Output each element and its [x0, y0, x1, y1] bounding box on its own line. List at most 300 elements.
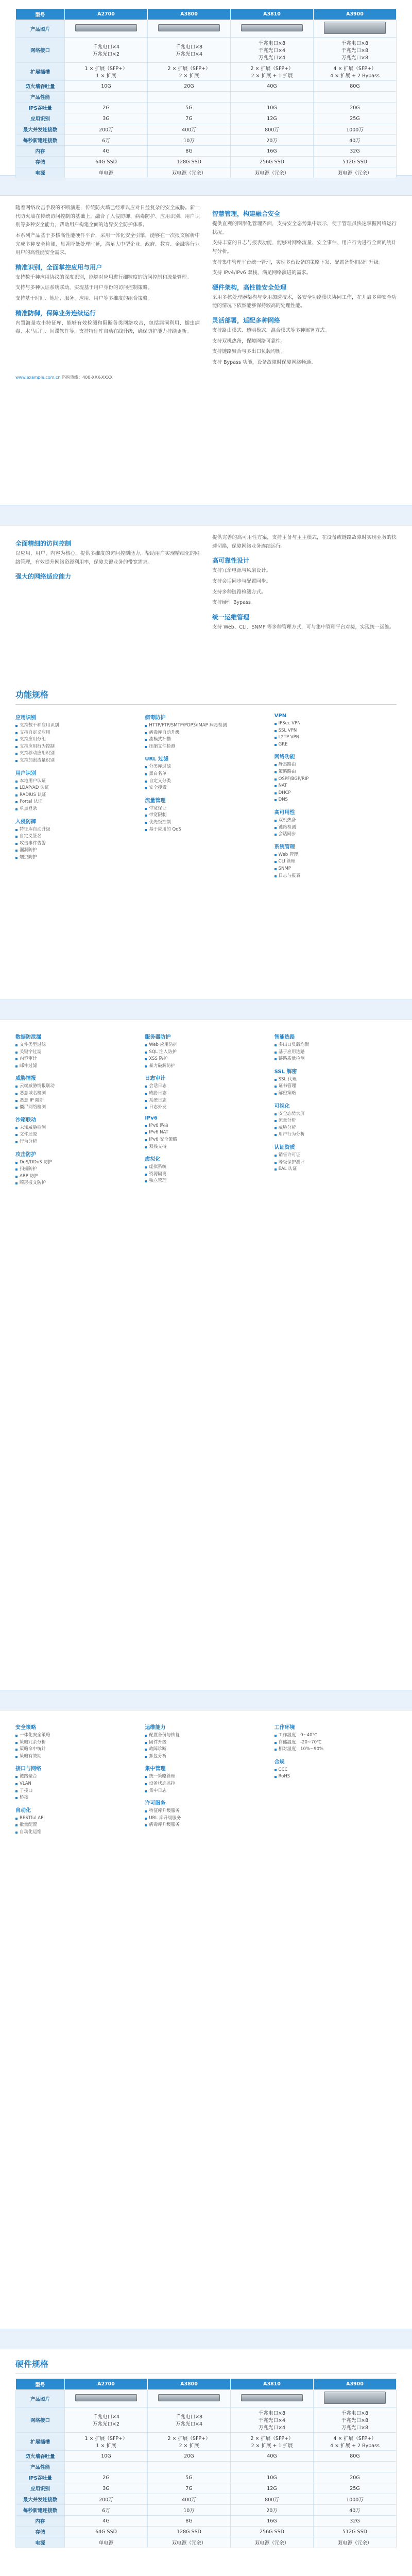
table-header-cell: 型号 [16, 2379, 65, 2390]
table-cell: 2 × 扩展（SFP+） 2 × 扩展 [148, 2433, 231, 2451]
feature-item: IPv6 NAT [145, 1129, 267, 1137]
table-cell: 10G [65, 2451, 148, 2462]
table-cell: 8G [148, 2516, 231, 2527]
feature-item: 畸形报文防护 [15, 1180, 138, 1187]
feature-item: 支持自定义应用 [15, 730, 138, 737]
table-cell: 2 × 扩展（SFP+） 2 × 扩展 + 1 扩展 [231, 63, 314, 81]
row-label: 产品性能 [16, 92, 65, 103]
table-cell: 千兆电口×8 万兆光口×4 [148, 2408, 231, 2433]
row-label: 应用识别 [16, 113, 65, 124]
table-cell: 10万 [148, 135, 231, 146]
intro2-title: 全面精细的访问控制 [15, 540, 72, 547]
feature-item: 用户行为分析 [274, 1131, 397, 1139]
row-label: 产品图片 [16, 2390, 65, 2408]
table-cell: 6万 [65, 135, 148, 146]
row-label: 应用识别 [16, 2483, 65, 2494]
row-label: 最大并发连接数 [16, 2494, 65, 2505]
feature-group-title: SSL 解密 [274, 1069, 297, 1075]
feature-group-title: 入侵防御 [15, 819, 36, 825]
feature-item: Web 应用防护 [145, 1042, 267, 1049]
feature-item: 配置备份与恢复 [145, 1732, 267, 1739]
table-cell [314, 20, 397, 38]
table-cell: 千兆电口×8 千兆光口×4 万兆光口×4 [231, 2408, 314, 2433]
row-label: 防火墙吞吐量 [16, 2451, 65, 2462]
feature-group-title: 虚拟化 [145, 1157, 161, 1163]
feature-column [15, 1028, 138, 1187]
feature-item: 证书管理 [274, 1083, 397, 1090]
feature-item: IPSec VPN [274, 720, 397, 727]
feature-group-title: 病毒防护 [145, 715, 166, 721]
intro-h2-text: 内置海量攻击特征库，能够有效检测和阻断各类网络攻击，包括漏洞利用、蠕虫病毒、木马后门、间谍软件等，支持特征库自动在线升级，确保防护能力持续更新。 [15, 320, 200, 335]
feature-item: 子接口 [15, 1788, 138, 1795]
table-header-cell: A3810 [231, 2379, 314, 2390]
table-cell: 双电源（冗余） [148, 2537, 231, 2548]
intro-heading-2: 精准防御，保障业务连续运行 [15, 309, 96, 317]
row-label: IPS吞吐量 [16, 103, 65, 113]
feature-item: 自动化运维 [15, 1829, 138, 1836]
feature-group-title: 沙箱联动 [15, 1117, 36, 1123]
table-cell: 20G [314, 103, 397, 113]
section-band [0, 2329, 412, 2349]
feature-item: 一体化安全策略 [15, 1732, 138, 1739]
table-cell: 10G [65, 81, 148, 92]
feature-item: 多出口负载均衡 [274, 1042, 397, 1049]
feature-item: URL 库升级服务 [145, 1815, 267, 1822]
product-image-icon [241, 24, 303, 31]
table-cell: 128G SSD [148, 2527, 231, 2537]
table-cell [65, 2462, 148, 2472]
feature-item: EAL 认证 [274, 1166, 397, 1173]
table-cell: 20万 [231, 135, 314, 146]
feature-group-title: 安全策略 [15, 1725, 36, 1731]
product-image-icon [75, 24, 137, 31]
feature-item: 桥接 [15, 1794, 138, 1802]
table-cell: 40万 [314, 135, 397, 146]
feature-item: 漏洞防护 [15, 847, 138, 854]
table-cell [314, 92, 397, 103]
table-cell: 64G SSD [65, 157, 148, 167]
table-cell: 2G [65, 103, 148, 113]
feature-item: 安全态势大屏 [274, 1111, 397, 1118]
feature-group-title: 合规 [274, 1759, 285, 1765]
table-cell: 1 × 扩展（SFP+） 1 × 扩展 [65, 2433, 148, 2451]
feature-item: 文件还原 [15, 1131, 138, 1139]
table-cell: 40万 [314, 2505, 397, 2516]
table-cell: 25G [314, 2483, 397, 2494]
intro-right-heading-2: 硬件架构，高性能安全处理 [212, 283, 287, 291]
feature-item: 集中日志 [145, 1788, 267, 1795]
table-cell: 3G [65, 2483, 148, 2494]
table-cell: 32G [314, 2516, 397, 2527]
feature-item: Web 管理 [274, 852, 397, 859]
table-cell: 200万 [65, 124, 148, 135]
footer-hotline: 咨询热线：400-XXX-XXXX [62, 375, 113, 380]
intro-heading-1: 精准识别，全面掌控应用与用户 [15, 263, 102, 271]
intro2-right [212, 534, 397, 634]
table-cell: 400万 [148, 2494, 231, 2505]
table-row [16, 124, 397, 135]
feature-item: LDAP/AD 认证 [15, 785, 138, 792]
intro-right-heading-1: 智慧管理，构建融合安全 [212, 210, 281, 217]
feature-item: 流量分析 [274, 1117, 397, 1125]
feature-column [145, 1028, 267, 1187]
feature-item: 内容审计 [15, 1056, 138, 1063]
table-cell: 400万 [148, 124, 231, 135]
feature-item: 支持应用分组 [15, 736, 138, 743]
product-image-icon [75, 2394, 137, 2401]
feature-item: 统一策略管理 [145, 1773, 267, 1781]
feature-column [15, 1719, 138, 1836]
table-cell: 双电源（冗余） [231, 167, 314, 178]
product-image-icon [158, 24, 220, 31]
feature-item: 邮件过滤 [15, 1063, 138, 1070]
table-cell: 5G [148, 2472, 231, 2483]
feature-item: 黑白名单 [145, 771, 267, 778]
table-cell: 千兆电口×8 千兆光口×8 万兆光口×8 [314, 2408, 397, 2433]
row-label: 扩展插槽 [16, 2433, 65, 2451]
feature-item: 策略冗余分析 [15, 1739, 138, 1747]
feature-item: CCC [274, 1767, 397, 1774]
intro-right-heading-3: 灵活部署，适配多种网络 [212, 317, 281, 324]
features-grid-1 [15, 709, 397, 879]
table-cell: 4 × 扩展（SFP+） 4 × 扩展 + 2 Bypass [314, 63, 397, 81]
feature-item: 工作温度：0~40℃ [274, 1732, 397, 1739]
row-label: 网络接口 [16, 38, 65, 63]
table-cell: 512G SSD [314, 2527, 397, 2537]
feature-item: 双栈支持 [145, 1144, 267, 1151]
spec-section-top [0, 0, 412, 175]
features-grid-3 [15, 1719, 397, 1836]
feature-item: 云端威胁情报联动 [15, 1083, 138, 1090]
table-row [16, 2505, 397, 2516]
feature-group-title: 流量管理 [145, 798, 166, 804]
table-cell: 80G [314, 81, 397, 92]
feature-item: 文件类型过滤 [15, 1042, 138, 1049]
intro-right-item2-2: 支持双机热备，保障网络可靠性。 [212, 338, 286, 344]
feature-item: 设备状态监控 [145, 1781, 267, 1788]
row-label: 防火墙吞吐量 [16, 81, 65, 92]
intro-right-item2-4: 支持 Bypass 功能，设备故障时保障网络畅通。 [212, 359, 316, 365]
feature-group-title: 运维能力 [145, 1725, 166, 1731]
feature-item: 批量配置 [15, 1822, 138, 1829]
intro-right-item-4: 支持 IPv4/IPv6 双栈，满足网络演进的需求。 [212, 270, 312, 276]
intro-right-item2-1: 支持路由模式、透明模式、混合模式等多种部署方式。 [212, 328, 330, 333]
table-cell: 200万 [65, 2494, 148, 2505]
table-cell [231, 2462, 314, 2472]
table-cell [65, 20, 148, 38]
table-cell: 双电源（冗余） [314, 2537, 397, 2548]
table-header-cell: A2700 [65, 9, 148, 20]
feature-item: 存储温度：-20~70℃ [274, 1739, 397, 1747]
table-cell: 16G [231, 2516, 314, 2527]
table-cell: 2G [65, 2472, 148, 2483]
feature-group-title: 接口与网络 [15, 1766, 41, 1772]
table-cell: 32G [314, 146, 397, 157]
feature-item: 基于应用选路 [274, 1049, 397, 1056]
intro-right-item-3: 支持集中管理平台统一管理，实现多台设备的策略下发、配置备份和固件升级。 [212, 259, 384, 265]
table-row [16, 2462, 397, 2472]
table-cell: 4G [65, 2516, 148, 2527]
feature-group-title: 服务器防护 [145, 1035, 171, 1040]
table-row [16, 157, 397, 167]
table-cell: 1000万 [314, 124, 397, 135]
table-row [16, 2433, 397, 2451]
table-cell: 3G [65, 113, 148, 124]
intro2-section [0, 526, 412, 680]
feature-group-title: 攻击防护 [15, 1151, 36, 1158]
intro2-right-item-1: 支持冗余电源与风扇设计。 [212, 568, 271, 574]
table-row [16, 135, 397, 146]
feature-item: 抓包分析 [145, 1753, 267, 1760]
feature-group-title: 许可服务 [145, 1801, 166, 1807]
feature-item: IPv6 安全策略 [145, 1137, 267, 1144]
table-cell [314, 2462, 397, 2472]
feature-item: 链路检测 [274, 824, 397, 832]
feature-item: 带宽保证 [145, 805, 267, 812]
feature-item: 恶意域名检测 [15, 1090, 138, 1097]
intro2-right-item-3: 支持多种链路检测方式。 [212, 589, 266, 595]
table-cell: 64G SSD [65, 2527, 148, 2537]
feature-item: SNMP [274, 866, 397, 873]
intro2-right-title: 高可靠性设计 [212, 557, 250, 565]
feature-item: 等级保护测评 [274, 1159, 397, 1166]
feature-item: 虚拟系统 [145, 1164, 267, 1171]
section-band [0, 999, 412, 1020]
table-cell: 10G [231, 2472, 314, 2483]
feature-item: RADIUS 认证 [15, 792, 138, 799]
table-cell: 16G [231, 146, 314, 157]
row-label: 电源 [16, 2537, 65, 2548]
feature-item: 会话日志 [145, 1083, 267, 1090]
table-cell: 512G SSD [314, 157, 397, 167]
table-row [16, 167, 397, 178]
table-cell: 1 × 扩展（SFP+） 1 × 扩展 [65, 63, 148, 81]
intro-left [15, 204, 200, 369]
hw-title: 硬件规格 [15, 2359, 49, 2369]
table-cell [148, 92, 231, 103]
features-section-2 [0, 1020, 412, 1690]
features-grid-2 [15, 1028, 397, 1187]
spec-table [15, 8, 397, 178]
table-cell: 1000万 [314, 2494, 397, 2505]
feature-column [274, 1028, 397, 1187]
table-cell: 双电源（冗余） [231, 2537, 314, 2548]
feature-item: 支持移动应用识别 [15, 750, 138, 757]
feature-group-title: 系统管理 [274, 844, 295, 850]
feature-item: 流模式扫描 [145, 736, 267, 743]
table-row [16, 2451, 397, 2462]
features-title: 功能规格 [15, 690, 49, 700]
feature-item: 蠕虫防护 [15, 854, 138, 861]
row-label: 存储 [16, 2527, 65, 2537]
feature-item: 分类库过滤 [145, 764, 267, 771]
table-header-cell: A3800 [148, 2379, 231, 2390]
intro2-right-text-2: 支持 Web、CLI、SNMP 等多种管理方式，可与集中管理平台对接，实现统一运维。 [212, 624, 394, 630]
feature-item: DNS [274, 796, 397, 804]
table-row [16, 2527, 397, 2537]
feature-item: RoHS [274, 1773, 397, 1781]
table-cell: 12G [231, 2483, 314, 2494]
product-image-icon [241, 2394, 303, 2401]
table-cell: 2 × 扩展（SFP+） 2 × 扩展 [148, 63, 231, 81]
feature-item: 基于应用的 QoS [145, 826, 267, 834]
table-cell: 6万 [65, 2505, 148, 2516]
feature-item: 系统日志 [145, 1097, 267, 1105]
intro-right-text: 采用多核处理器架构与专用加速技术，各安全功能模块协同工作，在开启多种安全功能的情况下依然能够保持较高的处理性能。 [212, 294, 397, 309]
divider [15, 704, 397, 705]
feature-column [145, 1719, 267, 1836]
table-cell: 10万 [148, 2505, 231, 2516]
feature-item: 链路质量检测 [274, 1056, 397, 1063]
intro-section [0, 196, 412, 505]
feature-item: 相对湿度：10%~90% [274, 1746, 397, 1753]
feature-item: 销售许可证 [274, 1152, 397, 1159]
table-header-cell: A2700 [65, 2379, 148, 2390]
table-row [16, 2483, 397, 2494]
feature-item: 病毒库自动升级 [145, 730, 267, 737]
row-label: 最大并发连接数 [16, 124, 65, 135]
feature-item: 独立管理 [145, 1178, 267, 1185]
intro2-left [15, 534, 200, 634]
intro-para-1: 随着网络攻击手段的不断演进，传统防火墙已经难以应对日益复杂的安全威胁。新一代防火墙在传统访问控制的基础上，融合了入侵防御、病毒防护、应用识别、用户识别等多种安全能力，帮助用户构建全面的边界安全防护体系。 [15, 205, 200, 228]
row-label: 内存 [16, 2516, 65, 2527]
feature-item: 单点登录 [15, 806, 138, 813]
feature-item: 特征库自动升级 [15, 826, 138, 834]
row-label: 内存 [16, 146, 65, 157]
table-cell [148, 2462, 231, 2472]
table-cell: 7G [148, 2483, 231, 2494]
feature-group-title: URL 过滤 [145, 756, 169, 762]
feature-item: 会话同步 [274, 831, 397, 838]
feature-item: SQL 注入防护 [145, 1049, 267, 1056]
table-row [16, 2537, 397, 2548]
table-cell: 单电源 [65, 2537, 148, 2548]
table-cell: 7G [148, 113, 231, 124]
feature-item: 攻击事件告警 [15, 840, 138, 848]
intro2-right-text: 提供完善的高可用性方案，支持主备与主主模式，在设备或链路故障时实现业务的快速切换，保障网络业务连续运行。 [212, 535, 397, 549]
table-header-cell: A3810 [231, 9, 314, 20]
feature-item: 恶意 IP 阻断 [15, 1097, 138, 1105]
feature-item: 威胁分析 [274, 1125, 397, 1132]
table-cell: 8G [148, 146, 231, 157]
table-cell: 4 × 扩展（SFP+） 4 × 扩展 + 2 Bypass [314, 2433, 397, 2451]
table-cell: 800万 [231, 2494, 314, 2505]
feature-item: 策略路由 [274, 769, 397, 776]
feature-group-title: 网络功能 [274, 754, 295, 760]
table-row [16, 146, 397, 157]
row-label: 网络接口 [16, 2408, 65, 2433]
feature-item: 自定义分类 [145, 778, 267, 785]
row-label: 电源 [16, 167, 65, 178]
intro-h1-item-1: 支持数千种应用协议的深度识别，能够对应用进行细粒度的访问控制和流量管理。 [15, 274, 192, 280]
feature-item: 策略有效期 [15, 1753, 138, 1760]
table-cell: 10G [231, 103, 314, 113]
feature-item: 未知威胁检测 [15, 1125, 138, 1132]
table-cell: 20G [314, 2472, 397, 2483]
feature-group-title: 威胁情报 [15, 1076, 36, 1082]
feature-item: CLI 管理 [274, 858, 397, 866]
table-cell: 千兆电口×4 万兆光口×2 [65, 2408, 148, 2433]
table-cell: 800万 [231, 124, 314, 135]
feature-group-title: 智能选路 [274, 1035, 295, 1040]
intro2-right-title-2: 统一运维管理 [212, 613, 250, 621]
table-cell [231, 92, 314, 103]
feature-group-title: VPN [274, 713, 287, 719]
feature-item: 支持数千种应用识别 [15, 722, 138, 730]
table-cell: 千兆电口×8 千兆光口×4 万兆光口×4 [231, 38, 314, 63]
feature-item: 双机热备 [274, 817, 397, 824]
footer-link[interactable]: www.example.com.cn [15, 375, 61, 380]
row-label: 每秒新建连接数 [16, 2505, 65, 2516]
product-image-icon [158, 2394, 220, 2401]
feature-column [274, 1719, 397, 1836]
feature-item: 暴力破解防护 [145, 1063, 267, 1070]
table-cell: 20G [148, 81, 231, 92]
table-cell [65, 92, 148, 103]
section-band [0, 1690, 412, 1710]
feature-group-title: 认证资质 [274, 1144, 295, 1150]
intro2-title-2: 强大的网络适应能力 [15, 573, 72, 581]
feature-item: GRE [274, 741, 397, 749]
feature-item: 带宽限制 [145, 812, 267, 819]
feature-item: 链路聚合 [15, 1773, 138, 1781]
feature-item: SSL VPN [274, 727, 397, 735]
table-cell: 256G SSD [231, 157, 314, 167]
intro-para-2: 本系列产品基于多核高性能硬件平台，采用一体化安全引擎，能够在一次报文解析中完成多种安全检测，显著降低处理时延，满足大中型企业、政府、教育、金融等行业用户的高性能安全需求。 [15, 232, 200, 256]
table-row [16, 2390, 397, 2408]
table-cell: 20G [148, 2451, 231, 2462]
row-label: 产品性能 [16, 2462, 65, 2472]
table-cell: 40G [231, 2451, 314, 2462]
row-label: 扩展插槽 [16, 63, 65, 81]
table-cell [314, 2390, 397, 2408]
table-cell: 40G [231, 81, 314, 92]
table-cell: 千兆电口×4 万兆光口×2 [65, 38, 148, 63]
intro2-right-item-4: 支持硬件 Bypass。 [212, 600, 256, 606]
product-image-icon [324, 22, 386, 34]
feature-item: NAT [274, 783, 397, 790]
table-row [16, 20, 397, 38]
feature-item: 关键字过滤 [15, 1049, 138, 1056]
feature-item: 优先级控制 [145, 819, 267, 826]
feature-group-title: 可视化 [274, 1103, 290, 1109]
feature-group-title: 工作环境 [274, 1725, 295, 1731]
feature-item: 压缩文件检测 [145, 743, 267, 751]
feature-item: 僵尸网络检测 [15, 1104, 138, 1111]
row-label: IPS吞吐量 [16, 2472, 65, 2483]
table-row [16, 103, 397, 113]
table-row [16, 2472, 397, 2483]
feature-group-title: 高可用性 [274, 809, 295, 816]
table-cell: 单电源 [65, 167, 148, 178]
table-cell: 80G [314, 2451, 397, 2462]
feature-item: 威胁日志 [145, 1090, 267, 1097]
feature-item: 支持应用行为控制 [15, 743, 138, 751]
features-section-3 [0, 1710, 412, 2329]
table-cell: 128G SSD [148, 157, 231, 167]
hw-section [0, 2349, 412, 2576]
intro-right-item-1: 提供直观的图形化管理界面，支持安全态势集中展示，便于管理员快速掌握网络运行状况。 [212, 221, 397, 235]
table-cell [231, 2390, 314, 2408]
feature-item: 特征库升级服务 [145, 1808, 267, 1815]
table-row [16, 2494, 397, 2505]
table-row [16, 63, 397, 81]
row-label: 产品图片 [16, 20, 65, 38]
intro-right-item-2: 支持丰富的日志与报表功能，能够对网络流量、安全事件、用户行为进行全面的统计与分析。 [212, 240, 397, 255]
table-cell [148, 2390, 231, 2408]
feature-item: 病毒库升级服务 [145, 1822, 267, 1829]
feature-group-title: 日志审计 [145, 1076, 166, 1082]
